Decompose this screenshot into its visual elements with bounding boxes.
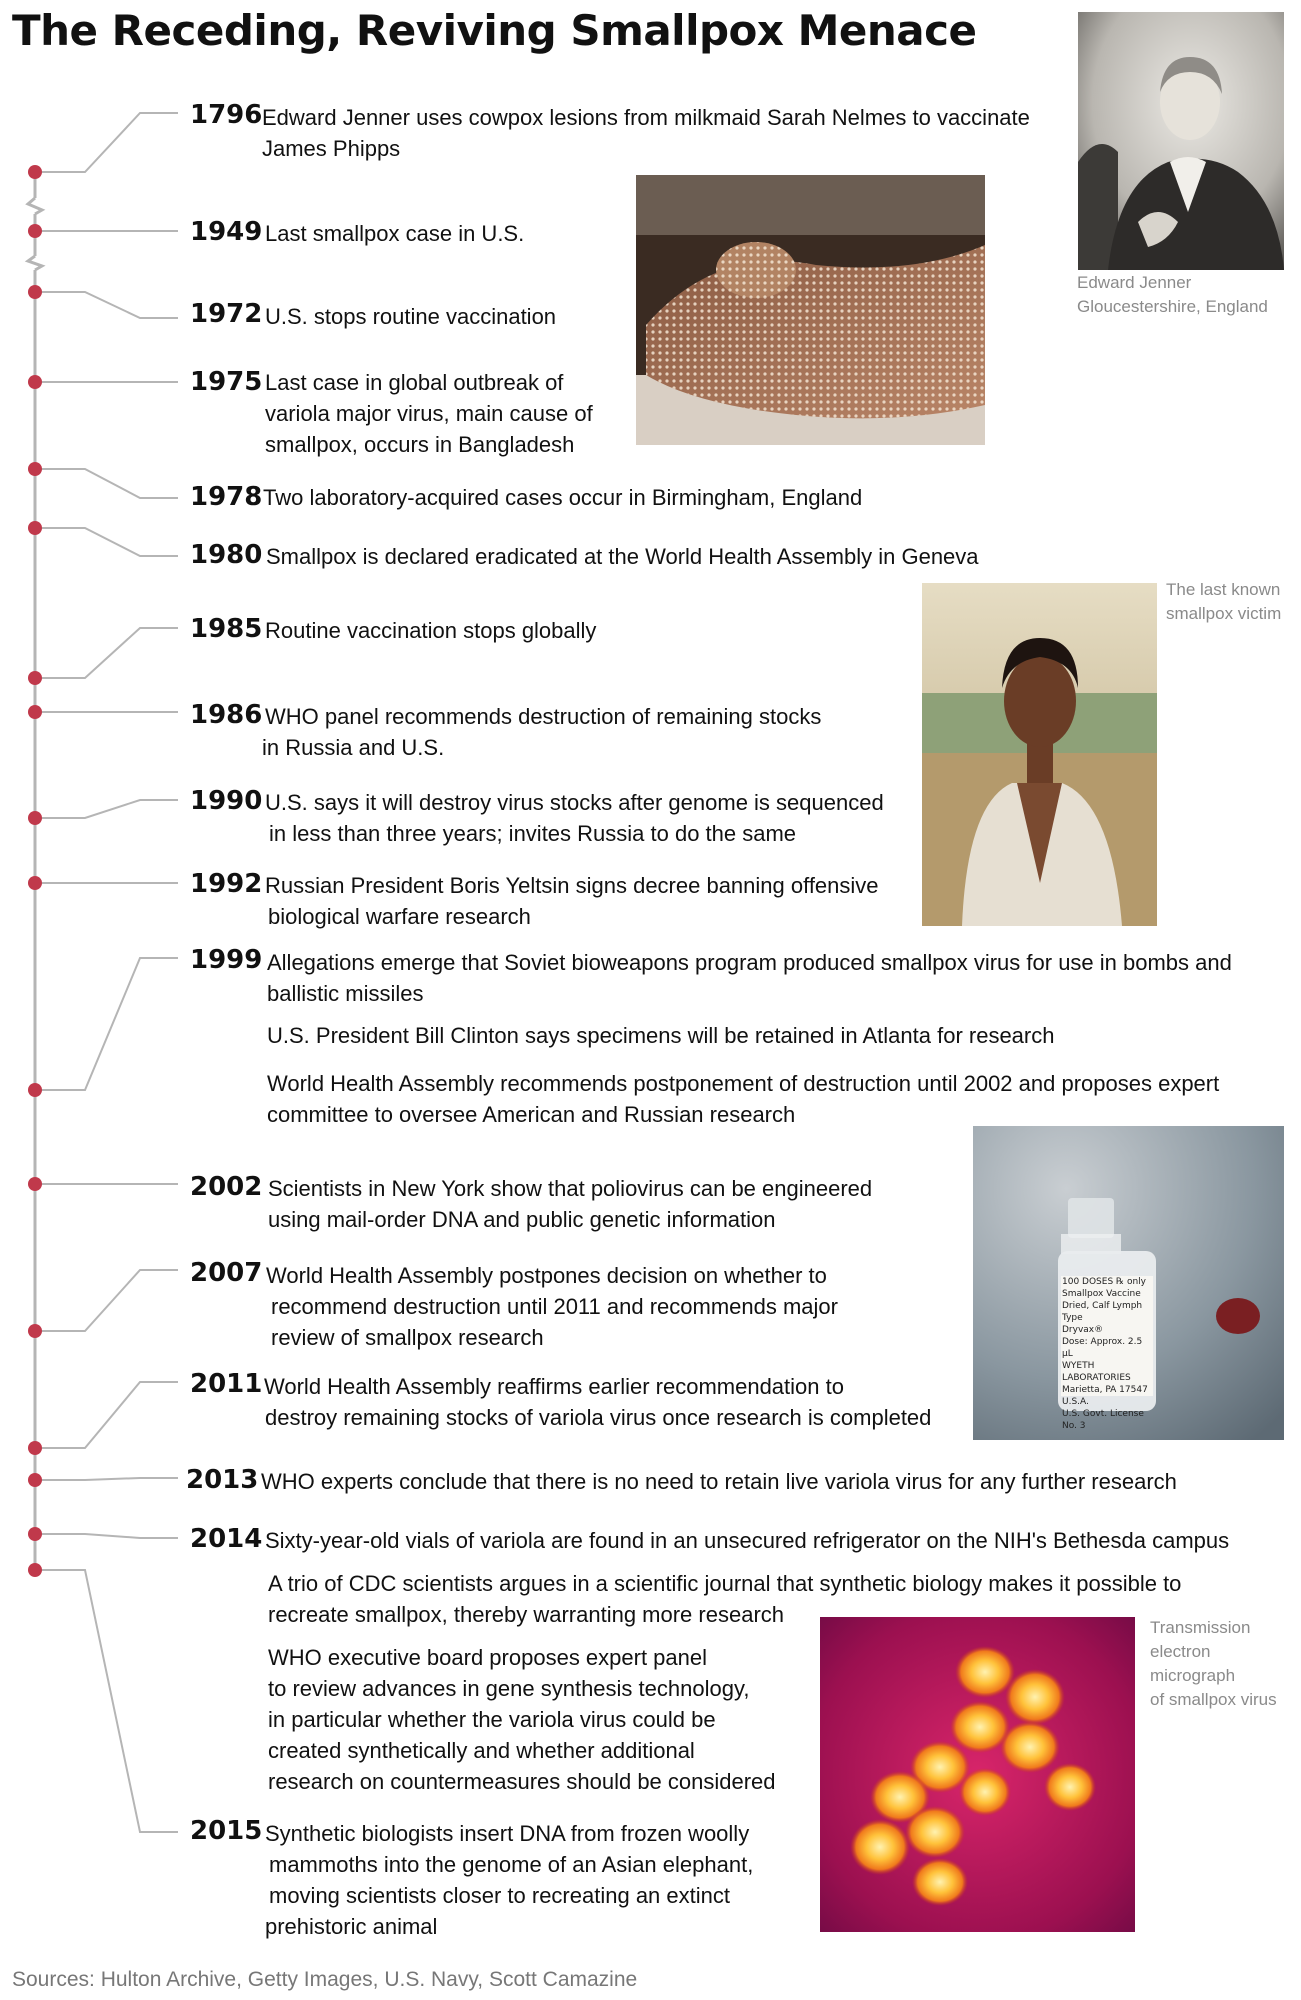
event-text [266,1260,838,1353]
event-line: Last smallpox case in U.S. [265,221,525,246]
timeline-dot [28,165,42,179]
event-text [265,1818,753,1942]
event-text [268,1173,872,1235]
event-year: 1972 [190,299,263,329]
micrograph-illustration [820,1617,1135,1932]
event-line: using mail-order DNA and public genetic information [268,1207,776,1232]
caption-line: The last known [1166,580,1281,599]
event-text [265,218,524,249]
timeline-connector [35,469,178,498]
timeline-dot [28,1563,42,1577]
event-line: Routine vaccination stops globally [265,618,597,643]
vial-label [1062,1276,1152,1432]
event-line: biological warfare research [268,904,531,929]
event-line: in less than three years; invites Russia to do the same [269,821,797,846]
event-line: World Health Assembly reaffirms earlier recommendation to [264,1374,844,1399]
vial-label-line: Smallpox Vaccine [1062,1289,1141,1299]
timeline-connector [35,800,178,818]
vial-label-line: Dose: Approx. 2.5 µL [1062,1337,1143,1359]
caption-line: smallpox victim [1166,604,1282,623]
event-line: prehistoric animal [265,1914,438,1939]
event-year: 1986 [190,700,263,730]
event-year: 1980 [190,540,263,570]
timeline-dot [28,224,42,238]
event-year: 1796 [190,100,263,130]
event-line: Synthetic biologists insert DNA from frozen woolly [265,1821,750,1846]
event-line: U.S. stops routine vaccination [265,304,557,329]
timeline-connector [35,1270,178,1331]
vial-label-line: U.S. Govt. License No. 3 [1062,1409,1144,1431]
timeline-dot [28,521,42,535]
caption-line: of smallpox virus [1150,1690,1277,1709]
event-line: A trio of CDC scientists argues in a scientific journal that synthetic biology makes it possible to [268,1571,1182,1596]
event-line: World Health Assembly postpones decision on whether to [266,1263,827,1288]
event-line: destroy remaining stocks of variola virus once research is completed [265,1405,932,1430]
event-line: World Health Assembly recommends postponement of destruction until 2002 and proposes expert [267,1071,1220,1096]
timeline-connector [35,1534,178,1538]
jenner-caption [1077,271,1268,319]
event-line: in Russia and U.S. [262,735,445,760]
event-line: Sixty-year-old vials of variola are found in an unsecured refrigerator on the NIH's Bethesda campus [265,1528,1230,1553]
electron-micrograph [820,1617,1135,1932]
event-line: WHO experts conclude that there is no need to retain live variola virus for any further research [261,1469,1177,1494]
event-text [267,1068,1219,1130]
event-text [265,367,593,460]
timeline-connector [35,1382,178,1448]
event-year: 2002 [190,1172,263,1202]
event-year: 2007 [190,1258,263,1288]
caption-line: Edward Jenner [1077,273,1192,292]
timeline-dot [28,285,42,299]
event-year: 2013 [186,1465,259,1495]
timeline-dot [28,1083,42,1097]
event-line: mammoths into the genome of an Asian elephant, [269,1852,754,1877]
vial-label-line: WYETH LABORATORIES [1062,1361,1131,1383]
victim-illustration [922,583,1157,926]
timeline-connector [35,1478,178,1480]
vial-label-line: Marietta, PA 17547 U.S.A. [1062,1385,1148,1407]
event-line: created synthetically and whether additional [268,1738,695,1763]
event-line: in particular whether the variola virus could be [268,1707,716,1732]
edward-jenner-portrait [1078,12,1284,270]
event-year: 2015 [190,1816,263,1846]
event-text [265,1525,1229,1556]
event-year: 2011 [190,1369,263,1399]
event-line: Russian President Boris Yeltsin signs decree banning offensive [265,873,879,898]
event-line: WHO panel recommends destruction of remaining stocks [265,704,822,729]
event-line: Smallpox is declared eradicated at the World Health Assembly in Geneva [266,544,979,569]
last-victim-photo [922,583,1157,926]
timeline-connector [35,528,178,556]
event-year: 1978 [190,482,263,512]
event-line: Two laboratory-acquired cases occur in Birmingham, England [263,485,863,510]
event-year: 1999 [190,945,263,975]
event-line: Scientists in New York show that poliovirus can be engineered [268,1176,873,1201]
event-text [267,1020,1054,1051]
timeline-connector [35,958,178,1090]
event-text [261,1466,1177,1497]
event-year: 1949 [190,217,263,247]
victim-caption [1166,578,1281,626]
timeline-break [28,198,42,214]
event-text [268,1642,776,1797]
timeline-dot [28,462,42,476]
timeline-dot [28,1441,42,1455]
event-text [262,102,1030,164]
event-year: 2014 [190,1524,263,1554]
event-text [267,947,1232,1009]
event-year: 1985 [190,614,263,644]
event-text [266,541,979,572]
timeline-dot [28,876,42,890]
event-line: moving scientists closer to recreating an extinct [269,1883,730,1908]
smallpox-patient-photo [636,175,985,445]
timeline-dot [28,1473,42,1487]
micrograph-caption [1150,1616,1277,1712]
timeline-dot [28,1324,42,1338]
event-year: 1975 [190,367,263,397]
sources-credit: Sources: Hulton Archive, Getty Images, U.S. Navy, Scott Camazine [12,1968,638,1991]
event-line: to review advances in gene synthesis technology, [268,1676,750,1701]
event-line: Allegations emerge that Soviet bioweapons program produced smallpox virus for use in bombs and [267,950,1232,975]
timeline-break [28,256,42,270]
vial-label-line: 100 DOSES ℞ only [1062,1277,1146,1287]
timeline-dot [28,671,42,685]
event-line: U.S. says it will destroy virus stocks after genome is sequenced [265,790,884,815]
timeline-connector [35,1570,178,1832]
event-line: WHO executive board proposes expert panel [268,1645,708,1670]
event-text [263,482,862,513]
caption-line: Gloucestershire, England [1077,297,1268,316]
event-line: review of smallpox research [271,1325,544,1350]
event-line: U.S. President Bill Clinton says specimens will be retained in Atlanta for research [267,1023,1055,1048]
event-text [265,301,556,332]
event-text [262,701,822,763]
vial-label-line: Dried, Calf Lymph Type [1062,1301,1143,1323]
event-line: smallpox, occurs in Bangladesh [265,432,575,457]
event-year: 1992 [190,869,263,899]
page-title: The Receding, Reviving Smallpox Menace [12,6,977,55]
event-line: recreate smallpox, thereby warranting more research [268,1602,785,1627]
event-line: committee to oversee American and Russian research [267,1102,796,1127]
caption-line: Transmission [1150,1618,1251,1637]
timeline-connector [35,292,178,318]
caption-line: electron [1150,1642,1211,1661]
timeline-dot [28,1527,42,1541]
timeline-connector [35,628,178,678]
timeline-connector [35,113,178,172]
caption-line: micrograph [1150,1666,1236,1685]
event-text [265,615,596,646]
event-line: James Phipps [262,136,401,161]
event-year: 1990 [190,786,263,816]
event-line: Last case in global outbreak of [265,370,564,395]
event-text [264,1371,931,1433]
timeline-dot [28,811,42,825]
vial-label-line: Dryvax® [1062,1325,1104,1335]
patient-illustration [636,175,985,445]
timeline-dot [28,1177,42,1191]
event-line: recommend destruction until 2011 and recommends major [271,1294,838,1319]
event-line: research on countermeasures should be considered [268,1769,776,1794]
event-line: Edward Jenner uses cowpox lesions from milkmaid Sarah Nelmes to vaccinate [262,105,1030,130]
event-line: variola major virus, main cause of [265,401,593,426]
vaccine-vial-photo [973,1126,1284,1440]
timeline-dot [28,705,42,719]
portrait-engraving [1078,12,1284,270]
event-text [265,870,879,932]
event-line: ballistic missiles [267,981,424,1006]
event-text [265,787,884,849]
timeline-dot [28,375,42,389]
